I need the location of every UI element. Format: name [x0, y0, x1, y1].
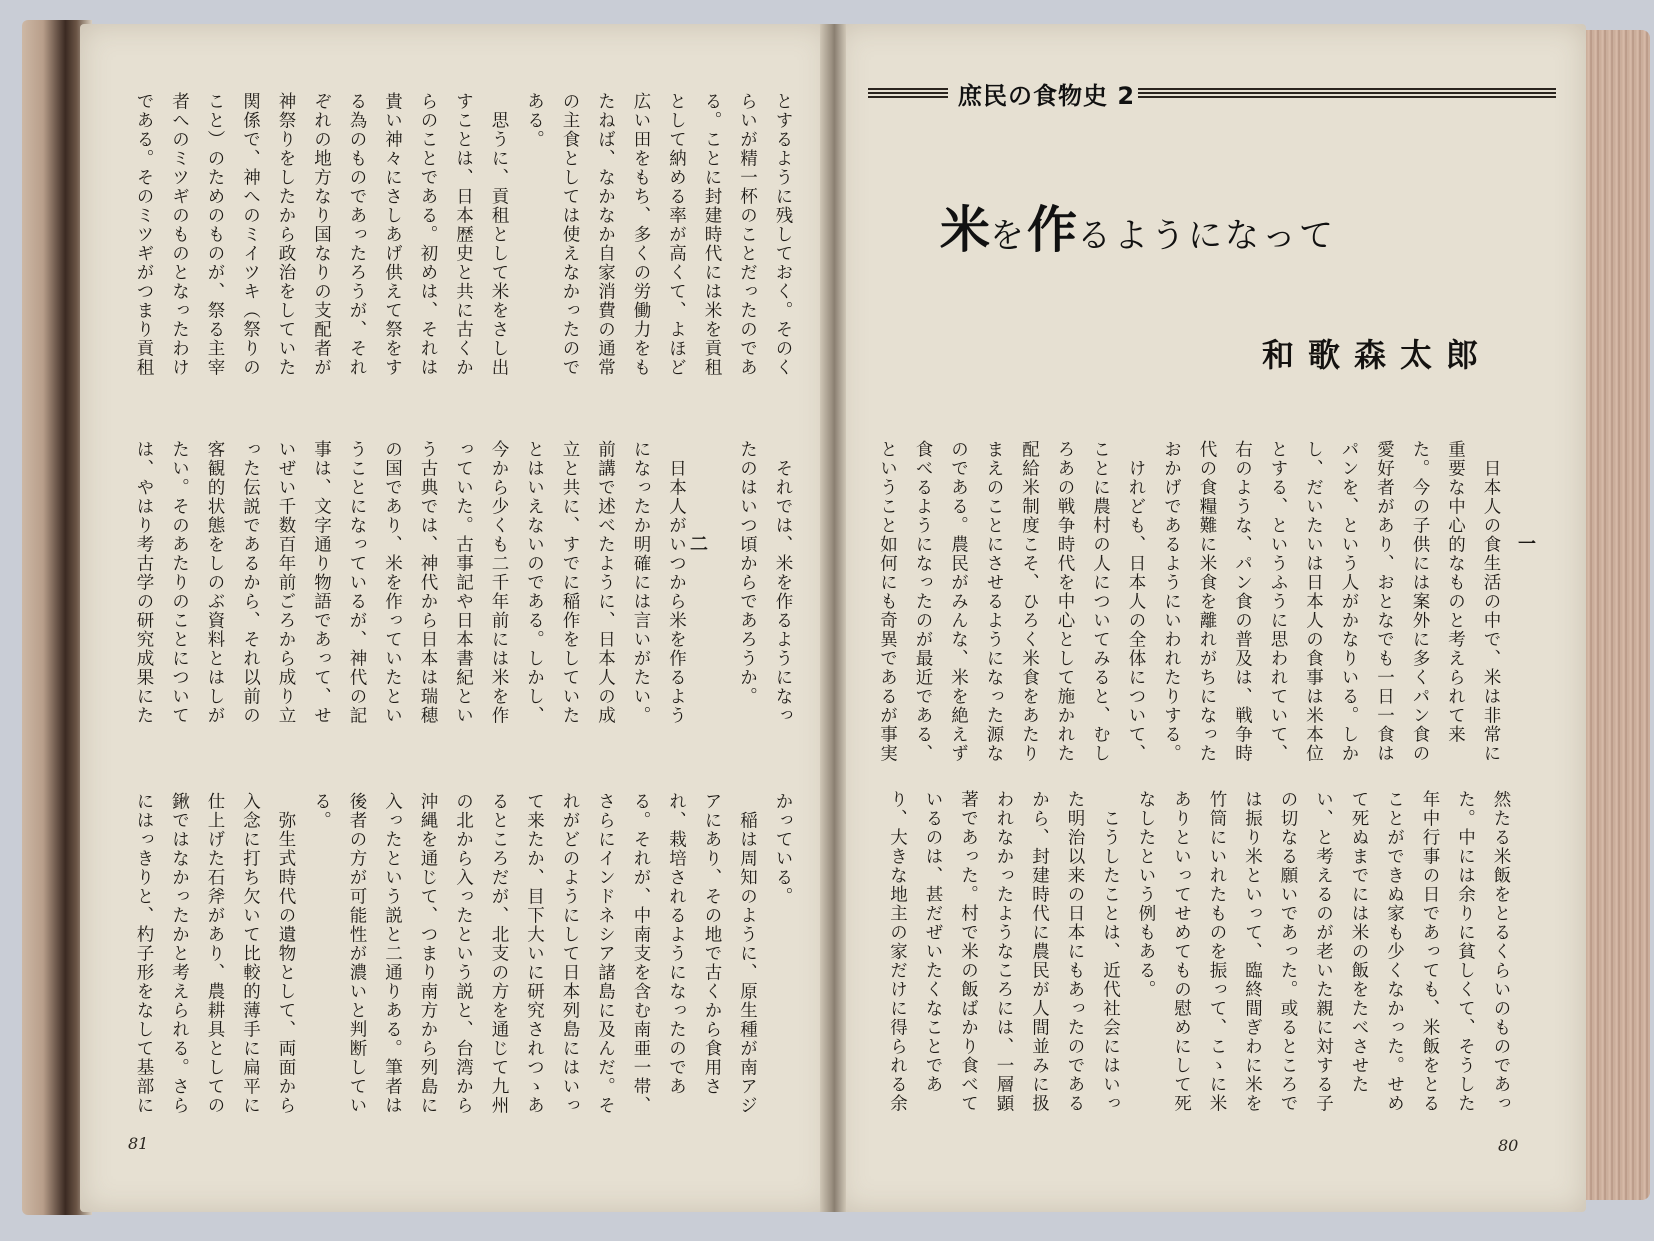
title-char-1: 米	[940, 200, 990, 259]
title-rest: るようになって	[1077, 216, 1336, 256]
page-number-right: 80	[1498, 1136, 1519, 1155]
section-number-1: 一	[1518, 534, 1536, 555]
left-bottom-text-block: かっている。 稲は周知のように、原生種が南アジアにあり、その地で古くから食用され、栽培されるようになったのである。それが、中南支を含む南亜一帯、さらにインドネシア諸島に及んだ。それがどのようにして日本列島にはいって来たか、目下大いに研究されつゝあるところだが、北支の方を通じて九州の北から入ったという説と、台湾から沖縄を通じて、つまり南方から列島に入ったという説と二通りある。筆者は後者の方が可能性が濃いと判断している。 弥生式時代の遺物として、両面から入念に打ち欠いて比較的薄手に扁平に仕上げた石斧があり、農耕具としての鍬ではなかったかと考えられる。さらにはっきりと、杓子形をなして基部に	[134, 792, 793, 1115]
left-middle-text-block: それでは、米を作るようになったのはいつ頃からであろうか。 日本人がいつから米を作るようになったか明確には言いがたい。前講で述べたように、日本人の成立と共に、すでに稲作をしていたとはいえないのである。しかし、今から少くも二千年前には米を作っていた。古事記や日本書紀という古典では、神代から日本は瑞穂の国であり、米を作っていたということになっているが、神代の記事は、文字通り物語であって、せいぜい千数百年前ごろから成り立った伝説であるから、それ以前の客観的状態をしのぶ資料とはしがたい。そのあたりのことについては、やはり考古学の研究成果にた	[134, 440, 793, 725]
book-gutter	[820, 24, 846, 1212]
right-bottom-text-block: 然たる米飯をとるくらいのものであった。中には余りに貧しくて、そうした年中行事の日であっても、米飯をとることができぬ家も少くなかった。せめて死ぬまでには米の飯をたべさせたい、と考えるのが老いた親に対する子の切なる願いであった。或るところでは振り米といって、臨終間ぎわに米を竹筒にいれたものを振って、こゝに米ありといってせめてもの慰めにして死なしたという例もある。 こうしたことは、近代社会にはいった明治以来の日本にもあったのであるから、封建時代に農民が人間並みに扱われなかったようなころには、一層顕著であった。村で米の飯ばかり食べているのは、甚だぜいたくなことであり、大きな地主の家だけに得られる余	[887, 790, 1511, 1113]
title-char-2: 作	[1027, 200, 1077, 259]
header-rule-right	[1138, 88, 1556, 100]
left-top-text-block: とするように残しておく。そのくらいが精一杯のことだったのである。ことに封建時代には米を貢租として納める率が高くて、よほど広い田をもち、多くの労働力をもたねば、なかなか自家消費の通常の主食としては使えなかったのである。 思うに、貢租として米をさし出すことは、日本歴史と共に古くからのことである。初めは、それは貴い神々にさしあげ供えて祭をする為のものであったろうが、それぞれの地方なり国なりの支配者が神祭りをしたから政治をしていた関係で、神へのミイツキ（祭りのこと）のためのものが、祭る主宰者へのミツギのものとなったわけである。そのミツギがつまり貢租	[134, 92, 793, 377]
right-top-text-block: 日本人の食生活の中で、米は非常に重要な中心的なものと考えられて来た。今の子供には案外に多くパン食の愛好者があり、おとなでも一日一食はパンを、という人がかなりいる。しかし、だいたいは日本人の食事は米本位とする、というふうに思われていて、右のような、パン食の普及は、戦争時代の食糧難に米食を離れがちになったおかげであるようにいわれたりする。 けれども、日本人の全体について、ことに農村の人についてみると、むしろあの戦争時代を中心として施かれた配給米制度こそ、ひろく米食をあたりまえのことにさせるようになった源なのである。農民がみんな、米を絶えず食べるようになったのが最近である、ということ如何にも奇異であるが事実	[878, 440, 1501, 763]
section-number-2: 二	[690, 534, 708, 555]
page-number-left: 81	[128, 1134, 149, 1153]
series-title: 庶民の食物史 2	[958, 82, 1136, 110]
article-title	[940, 190, 1336, 262]
series-header	[868, 78, 1556, 112]
header-rule-left	[868, 88, 948, 100]
author-name: 和歌森太郎	[1262, 336, 1493, 374]
title-particle: を	[990, 216, 1027, 256]
